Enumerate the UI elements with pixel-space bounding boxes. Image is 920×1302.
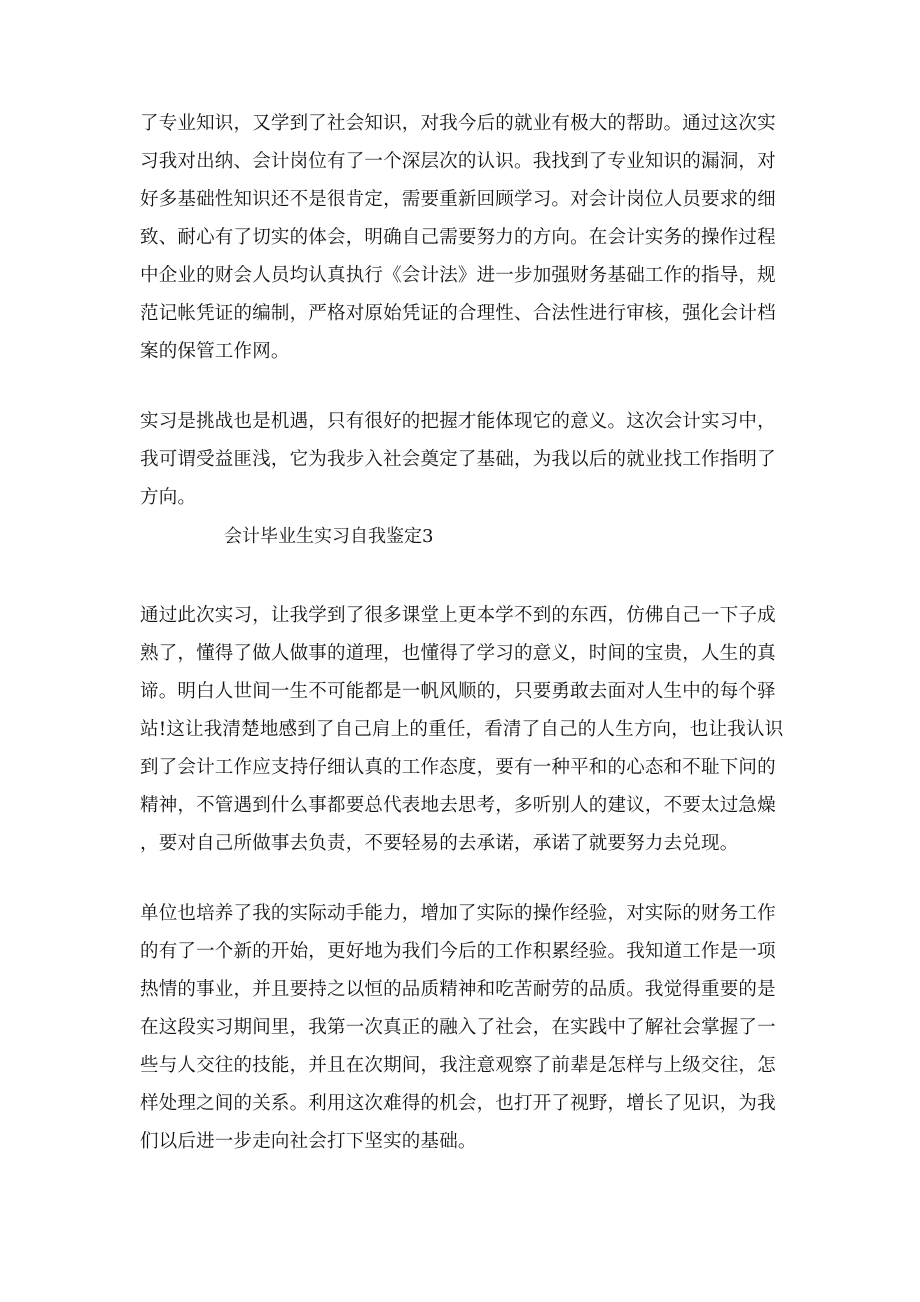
paragraph-line: 热情的事业，并且要持之以恒的品质精神和吃苦耐劳的品质。我觉得重要的是 <box>140 979 776 1000</box>
paragraph-line: 谛。明白人世间一生不可能都是一帆风顺的，只要勇敢去面对人生中的每个驿 <box>140 681 776 702</box>
paragraph-line: 案的保管工作网。 <box>140 341 290 362</box>
paragraph-line: 我可谓受益匪浅，它为我步入社会奠定了基础，为我以后的就业找工作指明了 <box>140 449 776 470</box>
paragraph-line: 在这段实习期间里，我第一次真正的融入了社会，在实践中了解社会掌握了一 <box>140 1017 776 1038</box>
paragraph-line: ，要对自己所做事去负责，不要轻易的去承诺，承诺了就要努力去兑现。 <box>140 833 739 854</box>
paragraph-line: 熟了，懂得了做人做事的道理，也懂得了学习的意义，时间的宝贵，人生的真 <box>140 643 776 664</box>
paragraph-line: 们以后进一步走向社会打下坚实的基础。 <box>140 1131 477 1152</box>
paragraph-line: 站!这让我清楚地感到了自己肩上的重任，看清了自己的人生方向，也让我认识 <box>140 719 784 740</box>
paragraph-line: 通过此次实习，让我学到了很多课堂上更本学不到的东西，仿佛自己一下子成 <box>140 605 776 626</box>
paragraph-line: 中企业的财会人员均认真执行《会计法》进一步加强财务基础工作的指导，规 <box>140 265 776 286</box>
paragraph-line: 范记帐凭证的编制，严格对原始凭证的合理性、合法性进行审核，强化会计档 <box>140 303 776 324</box>
paragraph-line: 的有了一个新的开始，更好地为我们今后的工作积累经验。我知道工作是一项 <box>140 941 776 962</box>
paragraph-line: 了专业知识，又学到了社会知识，对我今后的就业有极大的帮助。通过这次实 <box>140 113 776 134</box>
paragraph-line: 些与人交往的技能，并且在次期间，我注意观察了前辈是怎样与上级交往，怎 <box>140 1055 776 1076</box>
paragraph-line: 习我对出纳、会计岗位有了一个深层次的认识。我找到了专业知识的漏洞，对 <box>140 151 776 172</box>
paragraph-4 <box>140 895 780 1161</box>
paragraph-2 <box>140 403 780 517</box>
paragraph-line: 样处理之间的关系。利用这次难得的机会，也打开了视野，增长了见识，为我 <box>140 1093 776 1114</box>
paragraph-line: 方向。 <box>140 487 197 508</box>
paragraph-3 <box>140 597 784 863</box>
paragraph-line: 精神，不管遇到什么事都要总代表地去思考，多听别人的建议，不要太过急燥 <box>140 795 776 816</box>
section-heading: 会计毕业生实习自我鉴定3 <box>224 526 434 547</box>
paragraph-line: 致、耐心有了切实的体会，明确自己需要努力的方向。在会计实务的操作过程 <box>140 227 776 248</box>
paragraph-line: 单位也培养了我的实际动手能力，增加了实际的操作经验，对实际的财务工作 <box>140 903 776 924</box>
paragraph-line: 好多基础性知识还不是很肯定，需要重新回顾学习。对会计岗位人员要求的细 <box>140 189 776 210</box>
paragraph-line: 到了会计工作应支持仔细认真的工作态度，要有一种平和的心态和不耻下问的 <box>140 757 776 778</box>
paragraph-1 <box>140 105 780 371</box>
paragraph-line: 实习是挑战也是机遇，只有很好的把握才能体现它的意义。这次会计实习中， <box>140 411 776 432</box>
